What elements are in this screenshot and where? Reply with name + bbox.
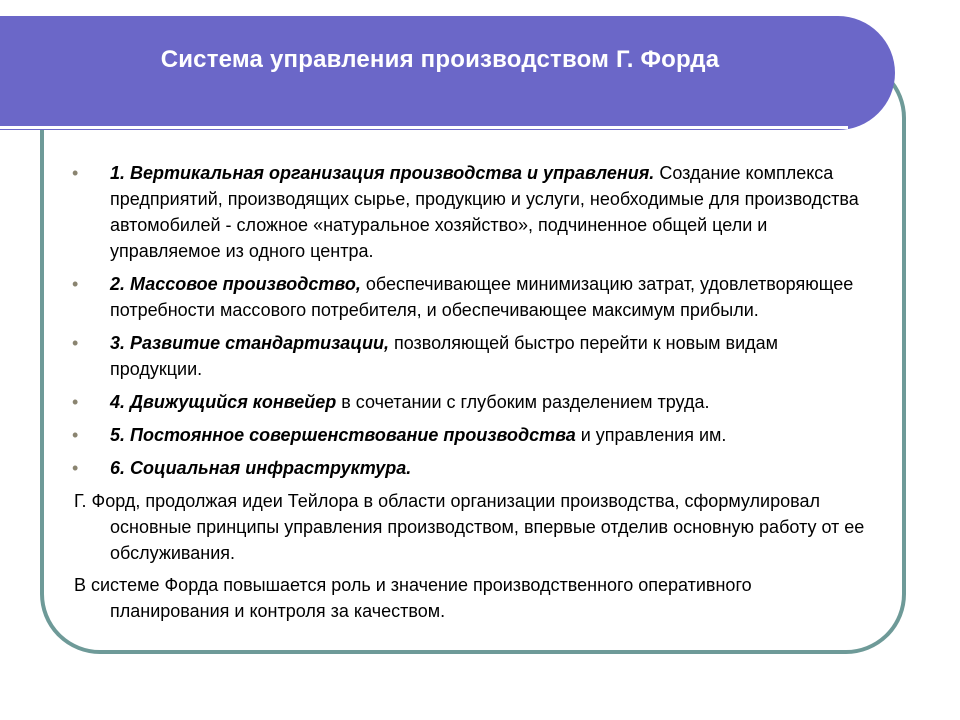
slide-body xyxy=(72,160,872,629)
item-text: в сочетании с глубоким разделением труда. xyxy=(336,392,710,412)
bullet-icon: • xyxy=(72,425,79,445)
bullet-icon: • xyxy=(72,458,79,478)
bullet-icon: • xyxy=(72,274,79,294)
list-item xyxy=(72,422,872,448)
bullet-icon: • xyxy=(72,163,79,183)
item-text: позволяющей быстро перейти к новым видам продукции. xyxy=(110,333,779,379)
item-heading: 3. Развитие стандартизации, xyxy=(110,333,389,353)
paragraph-planning: В системе Форда повышается роль и значение производственного оперативного планирования и контроля за качеством. xyxy=(74,575,752,621)
list-item xyxy=(72,389,872,415)
item-heading: 6. Социальная инфраструктура. xyxy=(110,458,412,478)
list-item xyxy=(72,160,872,264)
item-text: Создание комплекса предприятий, производящих сырье, продукцию и услуги, необходимые для производства автомобилей - сложное «натуральное хозяйство», подчиненное общей цели и управляемое из одного центра. xyxy=(110,163,859,261)
list-item xyxy=(72,271,872,323)
title-underline xyxy=(0,126,848,129)
item-text: и управления им. xyxy=(575,425,727,445)
item-text: обеспечивающее минимизацию затрат, удовлетворяющее потребности массового потребителя, и обеспечивающее максимум прибыли. xyxy=(110,274,854,320)
slide-title: Система управления производством Г. Форда xyxy=(160,46,720,73)
bullet-icon: • xyxy=(72,333,79,353)
bullet-icon: • xyxy=(72,392,79,412)
paragraph-ford-principles: Г. Форд, продолжая идеи Тейлора в области организации производства, сформулировал основные принципы управления производством, впервые отделив основную работу от ее обслуживания. xyxy=(74,491,865,563)
list-item xyxy=(72,330,872,382)
item-heading: 1. Вертикальная организация производства и управления. xyxy=(110,163,655,183)
item-heading: 5. Постоянное совершенствование производства xyxy=(110,425,576,445)
item-heading: 2. Массовое производство, xyxy=(110,274,361,294)
item-heading: 4. Движущийся конвейер xyxy=(110,392,337,412)
list-item xyxy=(72,455,872,481)
